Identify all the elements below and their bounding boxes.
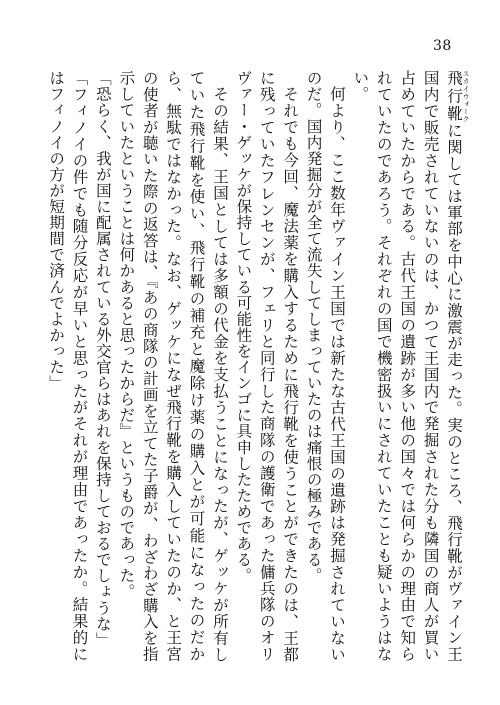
paragraph-1: 飛行靴 スカイウォークに関しては軍部を中心に激震が走った。実のところ、飛行靴がヴァイン王国内で販売されていないのは、かつて王国内で発掘された分も隣国の商人が買い占めていたからである。古代王国の遺跡が多い他の国々では何らかの理由で知られていたのであろう。それぞれの国で機密扱いにされていたことも疑いようはない。 [351, 70, 470, 662]
novel-text [44, 70, 470, 662]
page-number: 38 [433, 38, 452, 54]
paragraph-4: その結果、王国としては多額の代金を支払うことになったが、ゲッケが所有していた飛行靴を使い、飛行靴の補充と魔除け薬の購入とが可能になったのだから、無駄ではなかった。なお、ゲッケになぜ飛行靴を購入していたのか、と王宮の使者が聴いた際の返答は、『あの商隊の計画を立てた子爵が、わざわざ購入を指示していたということは何かあると思ったからだ』というものであった。 [117, 70, 229, 662]
dialogue-line-2: 「フィノイの件でも随分反応が早いと思ったがそれが理由であったか。結果的にはフィノイの方が短期間で済んでよかった」 [47, 70, 89, 662]
ruby-word: 飛行靴 スカイウォーク [445, 70, 470, 123]
paragraph-3: それでも今回、魔法薬を購入するために飛行靴を使うことができたのは、王都に残っていたフレンセンが、フェリと同行した商隊の護衛であった傭兵隊のオリヴァー・ゲッケが保持している可能性をインゴに具申したためである。 [234, 70, 300, 662]
paragraph-2: 何より、ここ数年ヴァイン王国では新たな古代王国の遺跡は発掘されていないのだ。国内発掘分が全て流失してしまっていたのは痛恨の極みである。 [304, 70, 346, 662]
dialogue-line-1: 「恐らく、我が国に配属されている外交官らはあれを保持しておるでしょうな」 [93, 70, 112, 648]
